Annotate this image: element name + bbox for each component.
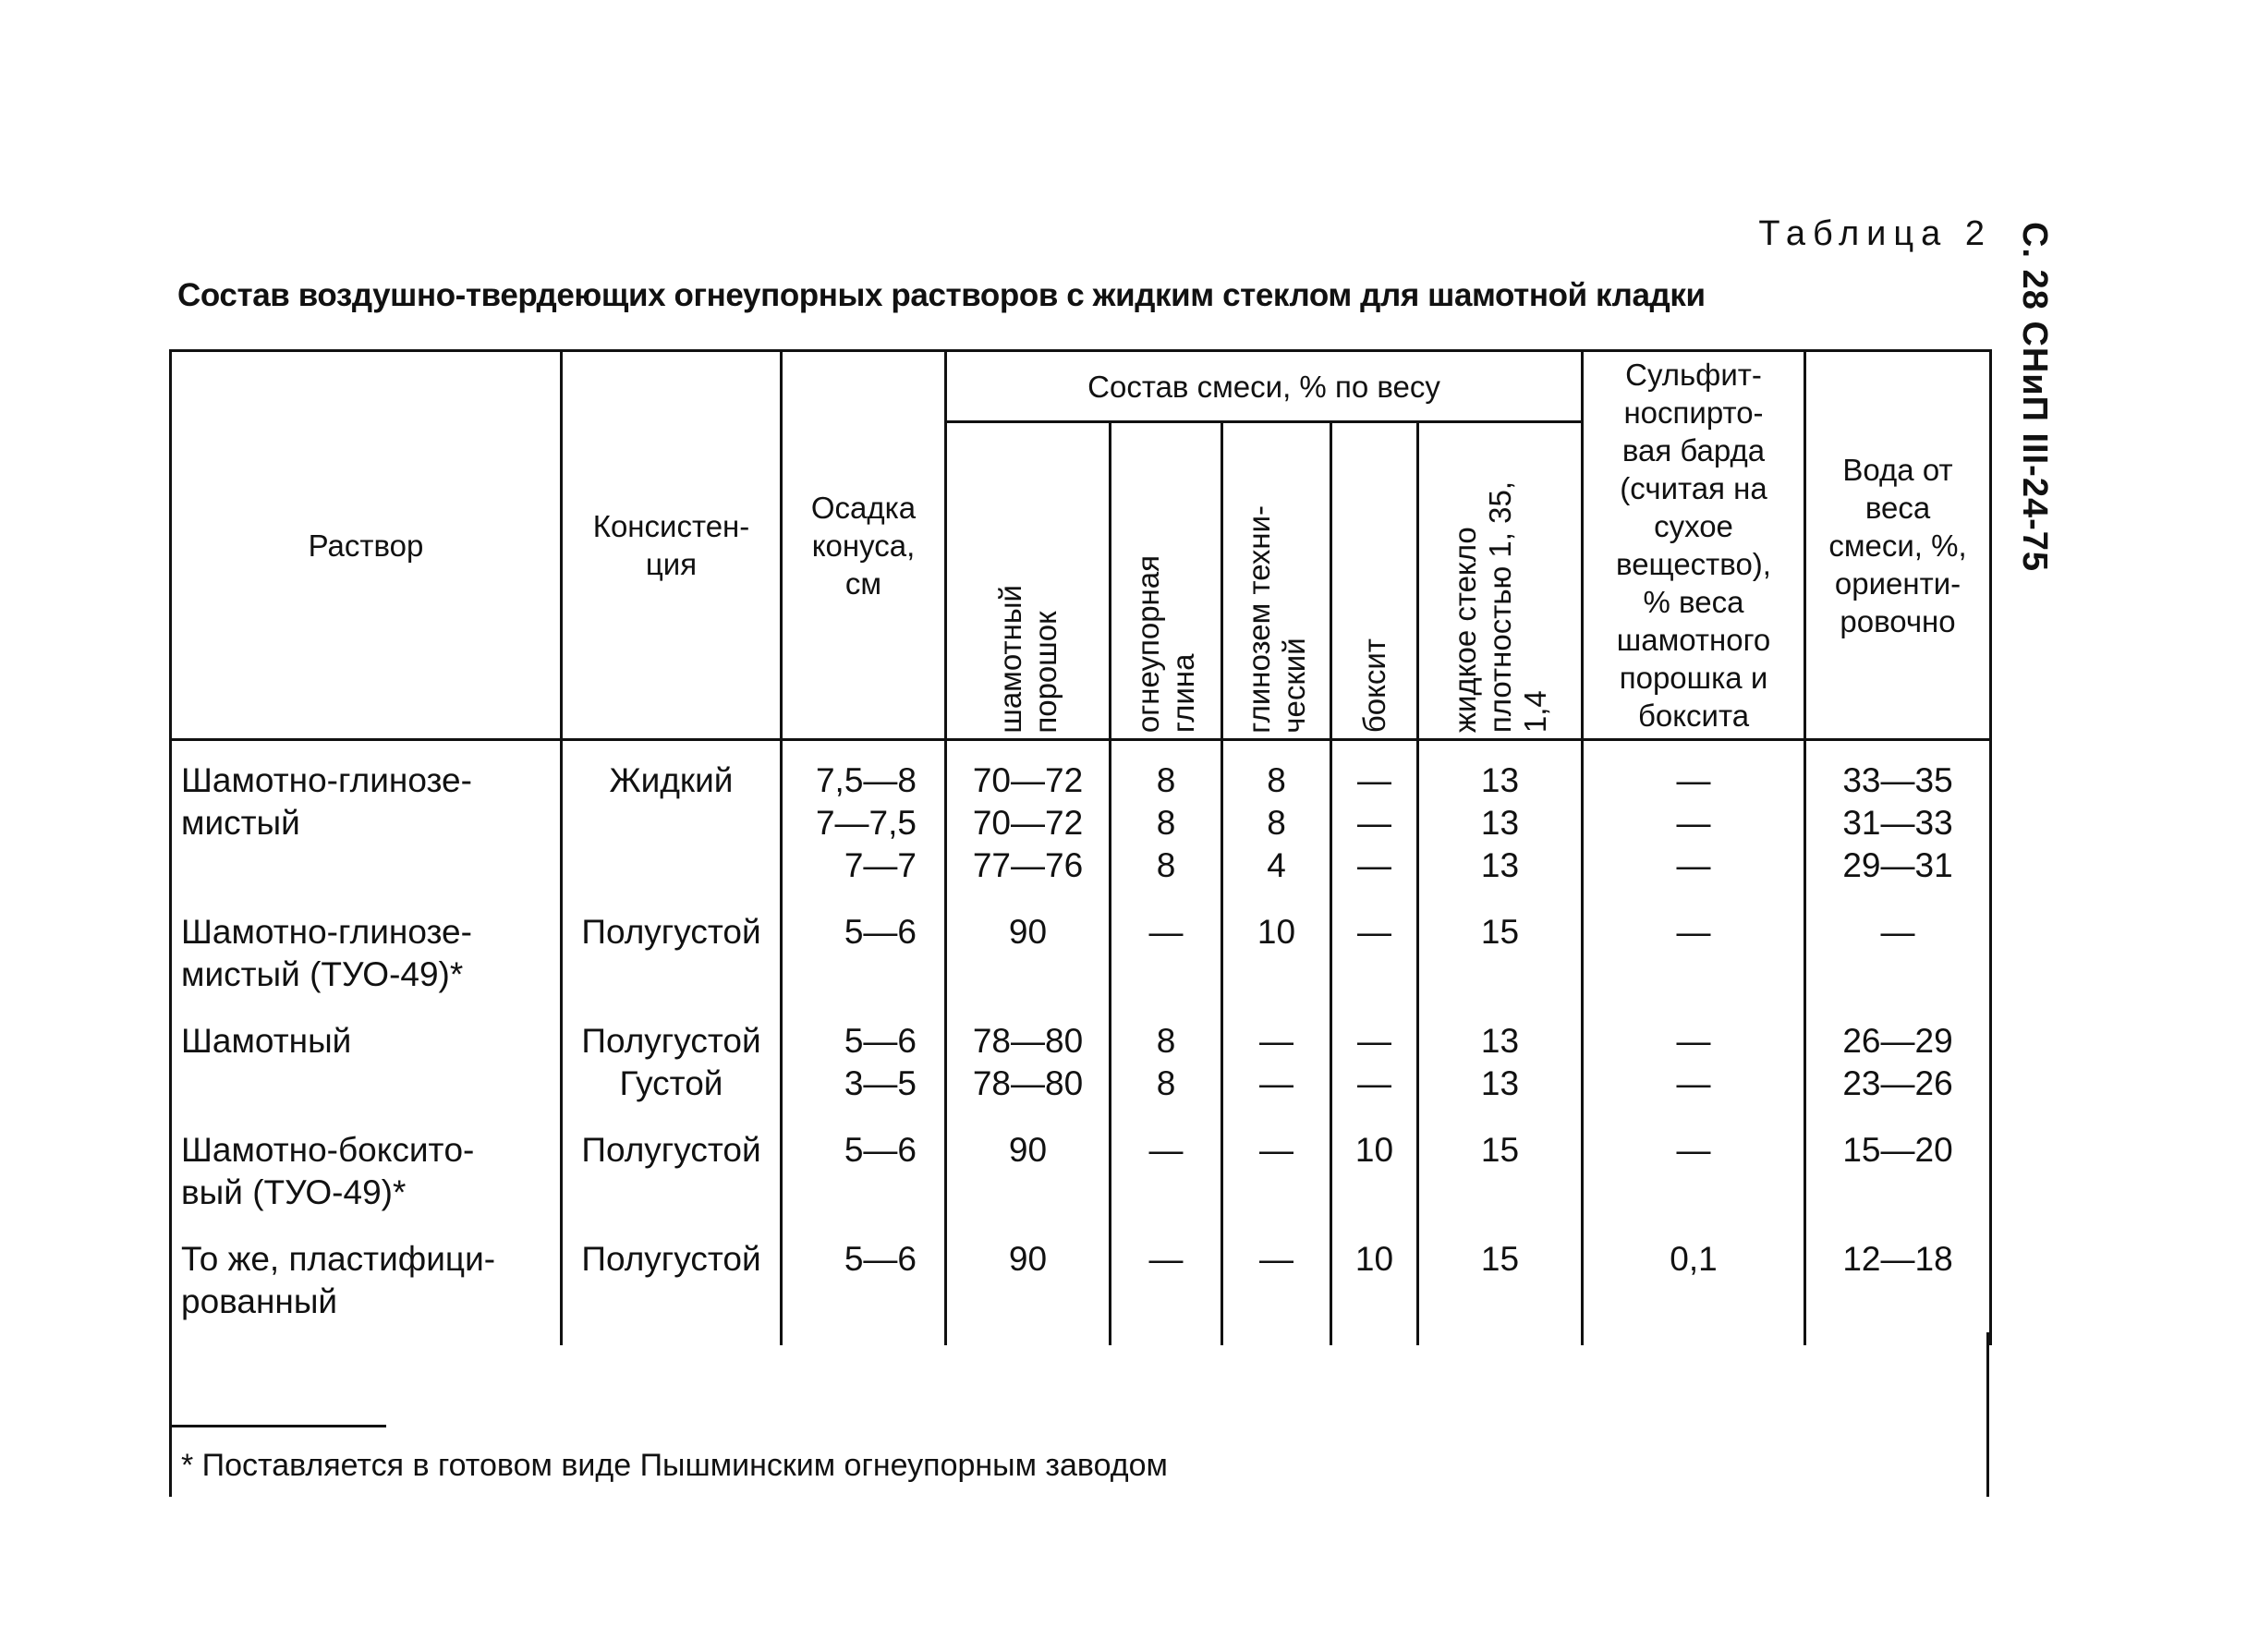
cell-line: 90 xyxy=(1008,1240,1048,1278)
cell-shamot xyxy=(946,1116,1111,1225)
cell-steklo xyxy=(1418,740,1583,899)
cell-konsistenciya xyxy=(562,1225,782,1345)
cell-line: 70—72 xyxy=(972,761,1084,799)
cell-line: 13 xyxy=(1480,846,1520,884)
cell-line: Полугустой xyxy=(581,1131,761,1169)
cell-line: 29—31 xyxy=(1842,846,1953,884)
header-steklo: жидкое стекло плотностью 1, 35, 1,4 xyxy=(1418,422,1583,740)
cell-line: 8 xyxy=(1156,846,1176,884)
cell-line: 5—6 xyxy=(844,1240,917,1278)
cell-line xyxy=(568,802,774,844)
cell-osadka xyxy=(782,1225,946,1345)
cell-barda xyxy=(1583,1007,1805,1116)
cell-line: 26—29 xyxy=(1842,1022,1953,1060)
cell-barda xyxy=(1583,740,1805,899)
cell-glina xyxy=(1111,1225,1222,1345)
cell-shamot xyxy=(946,1225,1111,1345)
cell-line: Жидкий xyxy=(609,761,734,799)
cell-line: 8 xyxy=(1156,761,1176,799)
cell-barda xyxy=(1583,1116,1805,1225)
cell-line: — xyxy=(1259,1240,1293,1278)
cell-voda xyxy=(1805,1007,1991,1116)
cell-shamot xyxy=(946,740,1111,899)
cell-line: 7—7,5 xyxy=(815,804,917,842)
cell-boksit xyxy=(1331,1116,1418,1225)
cell-steklo xyxy=(1418,1007,1583,1116)
cell-line: 78—80 xyxy=(972,1064,1084,1102)
cell-steklo xyxy=(1418,898,1583,1007)
cell-glina xyxy=(1111,1116,1222,1225)
cell-line: 0,1 xyxy=(1670,1240,1718,1278)
cell-glinozem xyxy=(1222,1007,1331,1116)
cell-glina xyxy=(1111,1007,1222,1116)
cell-line: — xyxy=(1148,1131,1184,1169)
cell-line: 90 xyxy=(1008,1131,1048,1169)
cell-line: — xyxy=(1357,804,1391,842)
cell-osadka xyxy=(782,1116,946,1225)
cell-line: 8 xyxy=(1156,1064,1176,1102)
header-rastvor: Раствор xyxy=(171,351,562,740)
cell-glinozem xyxy=(1222,1225,1331,1345)
cell-line: — xyxy=(1676,1064,1711,1102)
cell-line: — xyxy=(1259,1022,1293,1060)
header-group-sostav: Состав смеси, % по весу xyxy=(946,351,1583,422)
cell-line: 13 xyxy=(1480,1064,1520,1102)
page-reference: С. 28 СНиП III-24-75 xyxy=(2015,222,2054,573)
cell-line: 5—6 xyxy=(844,913,917,951)
cell-line: — xyxy=(1357,1022,1391,1060)
cell-line: — xyxy=(1148,1240,1184,1278)
cell-rastvor: Шамотно-глинозе- мистый xyxy=(171,740,562,899)
header-glinozem: глинозем техни- ческий xyxy=(1222,422,1331,740)
cell-line: Полугустой xyxy=(581,1240,761,1278)
cell-line: 13 xyxy=(1480,1022,1520,1060)
cell-line: 70—72 xyxy=(972,804,1084,842)
cell-line: 7—7 xyxy=(844,846,917,884)
cell-line: — xyxy=(1676,846,1711,884)
table-title: Состав воздушно-твердеющих огнеупорных растворов с жидким стеклом для шамотной кладки xyxy=(177,277,1706,313)
cell-line: — xyxy=(1676,913,1711,951)
table-body xyxy=(171,740,1991,1346)
cell-line: 77—76 xyxy=(972,846,1084,884)
footnote-rule xyxy=(172,1425,386,1427)
header-konsistenciya: Консистен- ция xyxy=(562,351,782,740)
cell-line: 23—26 xyxy=(1842,1064,1953,1102)
cell-line: — xyxy=(1148,913,1184,951)
cell-glina xyxy=(1111,898,1222,1007)
cell-line: 5—6 xyxy=(844,1131,917,1169)
cell-shamot xyxy=(946,1007,1111,1116)
footnote: * Поставляется в готовом виде Пышминским огнеупорным заводом xyxy=(181,1448,1168,1483)
cell-voda xyxy=(1805,740,1991,899)
table-number-label: Таблица 2 xyxy=(1758,214,1992,253)
cell-line: 4 xyxy=(1267,846,1286,884)
table-row xyxy=(171,898,1991,1007)
cell-konsistenciya xyxy=(562,1116,782,1225)
cell-line: 8 xyxy=(1267,804,1286,842)
header-voda: Вода от веса смеси, %, ориенти- ровочно xyxy=(1805,351,1991,740)
cell-line: — xyxy=(1357,1064,1391,1102)
table-row xyxy=(171,1225,1991,1345)
cell-voda xyxy=(1805,1225,1991,1345)
cell-line: Густой xyxy=(619,1064,723,1102)
cell-line: 8 xyxy=(1156,1022,1176,1060)
header-glina: огнеупорная глина xyxy=(1111,422,1222,740)
cell-line: 15—20 xyxy=(1842,1131,1953,1169)
cell-glinozem xyxy=(1222,1116,1331,1225)
cell-glina xyxy=(1111,740,1222,899)
cell-line xyxy=(568,844,774,887)
cell-steklo xyxy=(1418,1225,1583,1345)
footnote-area xyxy=(169,1332,1989,1497)
cell-boksit xyxy=(1331,740,1418,899)
cell-konsistenciya xyxy=(562,898,782,1007)
cell-line: 90 xyxy=(1008,913,1048,951)
cell-rastvor: Шамотный xyxy=(171,1007,562,1116)
cell-barda xyxy=(1583,1225,1805,1345)
cell-line: — xyxy=(1676,804,1711,842)
cell-line: 15 xyxy=(1480,913,1520,951)
cell-voda xyxy=(1805,898,1991,1007)
cell-rastvor: То же, пластифици- рованный xyxy=(171,1225,562,1345)
cell-osadka xyxy=(782,1007,946,1116)
cell-line: — xyxy=(1676,1022,1711,1060)
cell-boksit xyxy=(1331,1225,1418,1345)
cell-line: 5—6 xyxy=(844,1022,917,1060)
cell-line: 3—5 xyxy=(844,1064,917,1102)
cell-line: 15 xyxy=(1480,1131,1520,1169)
cell-konsistenciya xyxy=(562,740,782,899)
cell-line: 78—80 xyxy=(972,1022,1084,1060)
cell-boksit xyxy=(1331,898,1418,1007)
cell-konsistenciya xyxy=(562,1007,782,1116)
cell-line: — xyxy=(1357,846,1391,884)
cell-osadka xyxy=(782,740,946,899)
cell-steklo xyxy=(1418,1116,1583,1225)
cell-line: 7,5—8 xyxy=(815,761,917,799)
cell-line: — xyxy=(1676,761,1711,799)
cell-line: Полугустой xyxy=(581,1022,761,1060)
table-row xyxy=(171,740,1991,899)
cell-line: 13 xyxy=(1480,761,1520,799)
cell-barda xyxy=(1583,898,1805,1007)
table-row xyxy=(171,1116,1991,1225)
cell-line: 10 xyxy=(1257,913,1296,951)
header-shamot: шамотный порошок xyxy=(946,422,1111,740)
cell-shamot xyxy=(946,898,1111,1007)
cell-line: 15 xyxy=(1480,1240,1520,1278)
cell-line: 10 xyxy=(1354,1131,1394,1169)
header-barda: Сульфит- носпирто- вая барда (считая на сухое вещество), % веса шамотного порошка и боксита xyxy=(1583,351,1805,740)
composition-table xyxy=(169,349,1992,1345)
cell-line: 33—35 xyxy=(1842,761,1953,799)
cell-glinozem xyxy=(1222,740,1331,899)
cell-rastvor: Шамотно-глинозе- мистый (ТУО-49)* xyxy=(171,898,562,1007)
cell-line: — xyxy=(1259,1131,1293,1169)
table-container xyxy=(169,349,1992,1345)
cell-rastvor: Шамотно-бокситo- вый (ТУО-49)* xyxy=(171,1116,562,1225)
table-row xyxy=(171,1007,1991,1116)
cell-line: 8 xyxy=(1267,761,1286,799)
cell-line: 8 xyxy=(1156,804,1176,842)
cell-line: — xyxy=(1880,913,1915,951)
cell-line: Полугустой xyxy=(581,913,761,951)
cell-line: 13 xyxy=(1480,804,1520,842)
cell-line: — xyxy=(1357,913,1391,951)
cell-voda xyxy=(1805,1116,1991,1225)
cell-line: — xyxy=(1357,761,1391,799)
header-osadka: Осадка конуса, см xyxy=(782,351,946,740)
cell-line: 12—18 xyxy=(1842,1240,1953,1278)
cell-line: — xyxy=(1676,1131,1711,1169)
cell-line: — xyxy=(1259,1064,1293,1102)
header-boksit: боксит xyxy=(1331,422,1418,740)
cell-osadka xyxy=(782,898,946,1007)
cell-glinozem xyxy=(1222,898,1331,1007)
cell-boksit xyxy=(1331,1007,1418,1116)
cell-line: 31—33 xyxy=(1842,804,1953,842)
cell-line: 10 xyxy=(1354,1240,1394,1278)
